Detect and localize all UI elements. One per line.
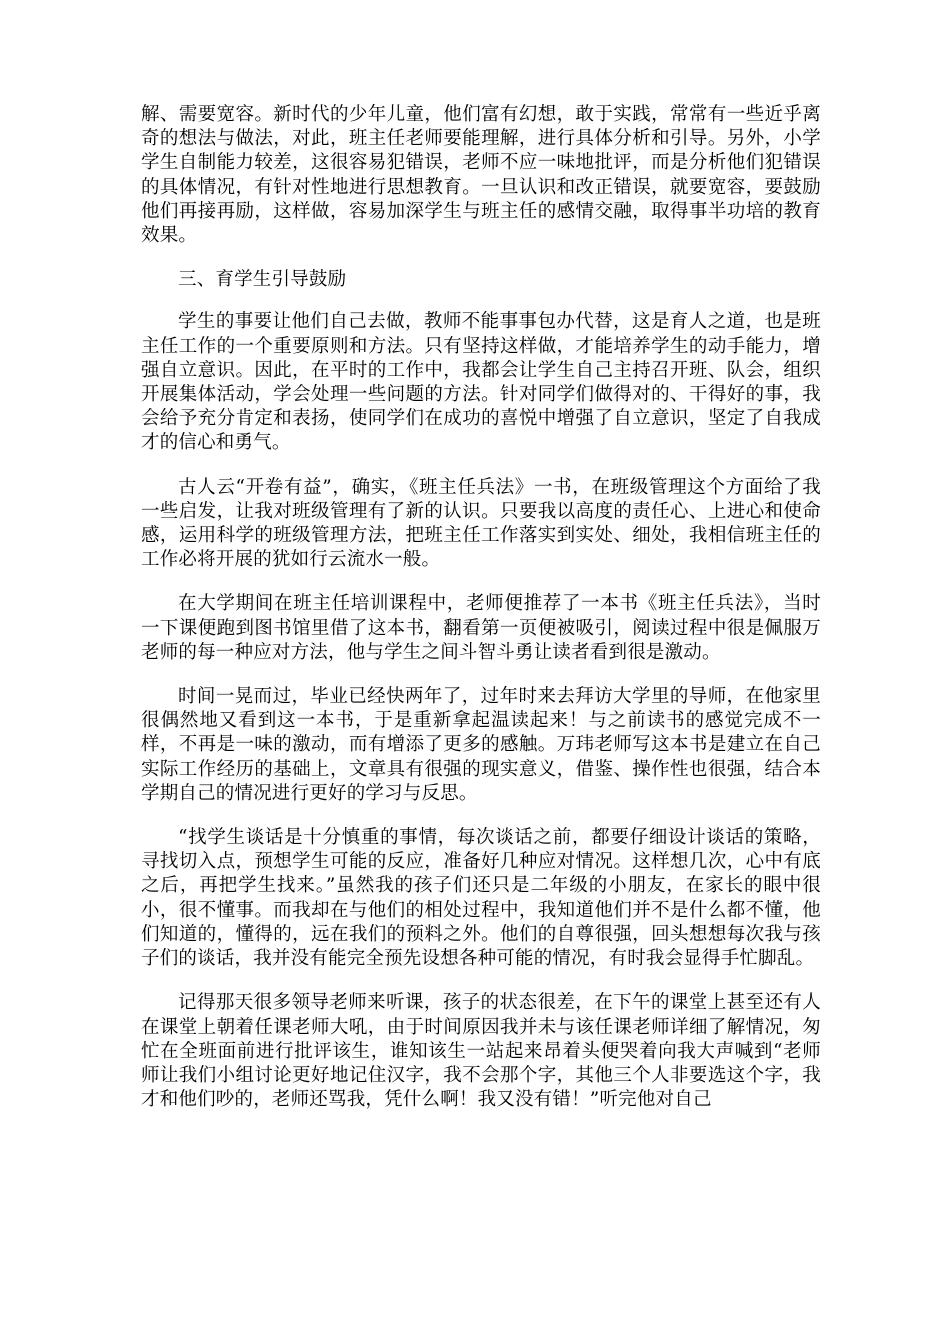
section-heading: 三、育学生引导鼓励 (178, 269, 347, 291)
paragraph-4: 在大学期间在班主任培训课程中，老师便推荐了一本书《班主任兵法》，当时一下课便跑到图书馆里借了这本书，翻看第一页便被吸引，阅读过程中很是佩服万老师的每一种应对方法，他与学生之间斗智斗勇让读者看到很是激动。 (141, 593, 821, 663)
paragraph-7: 记得那天很多领导老师来听课，孩子的状态很差，在下午的课堂上甚至还有人在课堂上朝着任课老师大吼，由于时间原因我并未与该任课老师详细了解情况，匆忙在全班面前进行批评该生，谁知该生一站起来昂着头便哭着向我大声喊到“老师师让我们小组讨论更好地记住汉字，我不会那个字，其他三个人非要选这个字，我才和他们吵的，老师还骂我，凭什么啊！我又没有错！”听完他对自己 (141, 992, 821, 1111)
document-body (141, 103, 821, 1132)
paragraph-6: “找学生谈话是十分慎重的事情，每次谈话之前，都要仔细设计谈话的策略，寻找切入点，预想学生可能的反应，准备好几种应对情况。这样想几次，心中有底之后，再把学生找来。”虽然我的孩子们还只是二年级的小朋友，在家长的眼中很小，很不懂事。而我却在与他们的相处过程中，我知道他们并不是什么都不懂，他们知道的，懂得的，远在我们的预料之外。他们的自尊很强，回头想想每次我与孩子们的谈话，我并没有能完全预先设想各种可能的情况，有时我会显得手忙脚乱。 (141, 827, 821, 970)
paragraph-1: 解、需要宽容。新时代的少年儿童，他们富有幻想，敢于实践，常常有一些近乎离奇的想法与做法，对此，班主任老师要能理解，进行具体分析和引导。另外，小学学生自制能力较差，这很容易犯错误，老师不应一味地批评，而是分析他们犯错误的具体情况，有针对性地进行思想教育。一旦认识和改正错误，就要宽容，要鼓励他们再接再励，这样做，容易加深学生与班主任的感情交融，取得事半功培的教育效果。 (141, 104, 821, 247)
paragraph-3: 古人云“开卷有益”，确实，《班主任兵法》一书，在班级管理这个方面给了我一些启发，让我对班级管理有了新的认识。只要我以高度的责任心、上进心和使命感，运用科学的班级管理方法，把班主任工作落实到实处、细处，我相信班主任的工作必将开展的犹如行云流水一般。 (141, 476, 821, 571)
paragraph-5: 时间一晃而过，毕业已经快两年了，过年时来去拜访大学里的导师，在他家里很偶然地又看到这一本书，于是重新拿起温读起来！与之前读书的感觉完成不一样，不再是一味的激动，而有增添了更多的感触。万玮老师写这本书是建立在自己实际工作经历的基础上，文章具有很强的现实意义，借鉴、操作性也很强，结合本学期自己的情况进行更好的学习与反思。 (141, 686, 821, 804)
paragraph-2: 学生的事要让他们自己去做，教师不能事事包办代替，这是育人之道，也是班主任工作的一个重要原则和方法。只有坚持这样做，才能培养学生的动手能力，增强自立意识。因此，在平时的工作中，我都会让学生自己主持召开班、队会，组织开展集体活动，学会处理一些问题的方法。针对同学们做得对的、干得好的事，我会给予充分肯定和表扬，使同学们在成功的喜悦中增强了自立意识，坚定了自我成才的信心和勇气。 (141, 311, 821, 454)
